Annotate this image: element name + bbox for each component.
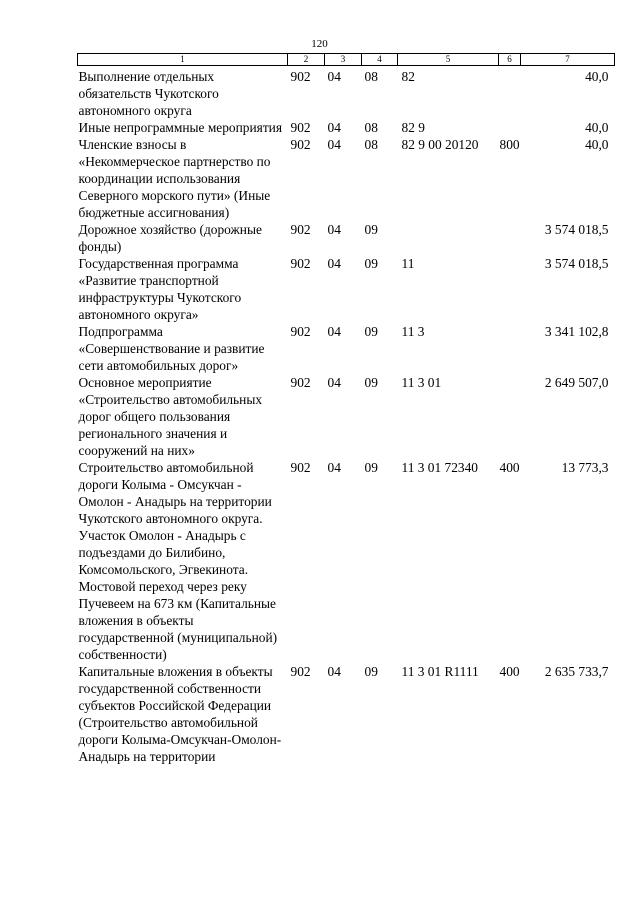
row-expense-type: 400 bbox=[499, 460, 520, 475]
row-target-code: 11 3 01 bbox=[401, 375, 442, 390]
row-amount: 3 574 018,5 bbox=[544, 222, 609, 237]
row-section: 04 bbox=[327, 460, 341, 475]
row-name: Дорожное хозяйство (дорожные фонды) bbox=[78, 222, 262, 254]
row-subsection: 09 bbox=[364, 375, 378, 390]
row-amount: 3 574 018,5 bbox=[544, 256, 609, 271]
table-row bbox=[78, 323, 615, 374]
column-header: 4 bbox=[362, 54, 398, 66]
row-subsection: 09 bbox=[364, 222, 378, 237]
column-header: 2 bbox=[288, 54, 325, 66]
table-row bbox=[78, 663, 615, 765]
table-row bbox=[78, 66, 615, 120]
row-name: Иные непрограммные мероприятия bbox=[78, 120, 282, 135]
row-target-code: 11 bbox=[401, 256, 415, 271]
row-subsection: 08 bbox=[364, 120, 378, 135]
row-name: Выполнение отдельных обязательств Чукотского автономного округа bbox=[78, 69, 219, 118]
table-header-row bbox=[78, 54, 615, 66]
row-section: 04 bbox=[327, 222, 341, 237]
table-row bbox=[78, 119, 615, 136]
row-expense-type bbox=[499, 374, 521, 459]
table-row bbox=[78, 459, 615, 663]
row-section: 04 bbox=[327, 324, 341, 339]
row-expense-type: 400 bbox=[499, 664, 520, 679]
row-admin-code: 902 bbox=[290, 375, 311, 390]
row-amount: 40,0 bbox=[585, 69, 609, 84]
column-header: 5 bbox=[398, 54, 499, 66]
row-name: Строительство автомобильной дороги Колыма - Омсукчан - Омолон - Анадырь на территории Чукотского автономного округа. Участок Омолон - Анадырь с подъездами до Билибино, Комсомольского, Эгвекинота. Мостовой переход через реку Пучевеем на 673 км (Капитальные вложения в объекты государственной (муниципальной) собственности) bbox=[78, 460, 278, 662]
row-admin-code: 902 bbox=[290, 137, 311, 152]
row-section: 04 bbox=[327, 664, 341, 679]
row-admin-code: 902 bbox=[290, 222, 311, 237]
row-admin-code: 902 bbox=[290, 664, 311, 679]
column-header: 1 bbox=[78, 54, 288, 66]
budget-table bbox=[77, 53, 615, 765]
row-amount: 40,0 bbox=[585, 120, 609, 135]
column-header: 7 bbox=[521, 54, 615, 66]
row-subsection: 08 bbox=[364, 137, 378, 152]
row-expense-type bbox=[499, 119, 521, 136]
row-subsection: 09 bbox=[364, 460, 378, 475]
row-amount: 13 773,3 bbox=[561, 460, 609, 475]
row-admin-code: 902 bbox=[290, 256, 311, 271]
row-target-code: 82 9 bbox=[401, 120, 425, 135]
row-subsection: 09 bbox=[364, 664, 378, 679]
table-row bbox=[78, 374, 615, 459]
row-section: 04 bbox=[327, 256, 341, 271]
table-row bbox=[78, 221, 615, 255]
row-name: Капитальные вложения в объекты государственной собственности субъектов Российской Федерации (Строительство автомобильной дороги Колыма-Омсукчан-Омолон-Анадырь на территории bbox=[78, 664, 282, 764]
row-target-code: 11 3 01 72340 bbox=[401, 460, 478, 475]
column-header: 3 bbox=[325, 54, 362, 66]
row-admin-code: 902 bbox=[290, 120, 311, 135]
row-target-code: 82 bbox=[401, 69, 415, 84]
column-header: 6 bbox=[499, 54, 521, 66]
row-name: Основное мероприятие «Строительство автомобильных дорог общего пользования регионального значения и сооружений на них» bbox=[78, 375, 263, 458]
row-name: Членские взносы в «Некоммерческое партнерство по координации использования Северного морского пути» (Иные бюджетные ассигнования) bbox=[78, 137, 271, 220]
row-expense-type bbox=[499, 66, 521, 120]
row-section: 04 bbox=[327, 375, 341, 390]
row-expense-type bbox=[499, 323, 521, 374]
row-expense-type: 800 bbox=[499, 137, 520, 152]
row-subsection: 08 bbox=[364, 69, 378, 84]
row-section: 04 bbox=[327, 120, 341, 135]
row-target-code: 11 3 bbox=[401, 324, 425, 339]
row-section: 04 bbox=[327, 137, 341, 152]
row-expense-type bbox=[499, 221, 521, 255]
table-row bbox=[78, 255, 615, 323]
row-amount: 40,0 bbox=[585, 137, 609, 152]
row-subsection: 09 bbox=[364, 256, 378, 271]
row-name: Подпрограмма «Совершенствование и развитие сети автомобильных дорог» bbox=[78, 324, 265, 373]
page-number: 120 bbox=[311, 38, 328, 50]
table-row bbox=[78, 136, 615, 221]
row-amount: 2 649 507,0 bbox=[544, 375, 609, 390]
row-target-code: 11 3 01 R1111 bbox=[401, 664, 479, 679]
row-amount: 2 635 733,7 bbox=[544, 664, 609, 679]
row-subsection: 09 bbox=[364, 324, 378, 339]
row-admin-code: 902 bbox=[290, 69, 311, 84]
row-admin-code: 902 bbox=[290, 324, 311, 339]
row-section: 04 bbox=[327, 69, 341, 84]
row-amount: 3 341 102,8 bbox=[544, 324, 609, 339]
row-target-code: 82 9 00 20120 bbox=[401, 137, 479, 152]
row-expense-type bbox=[499, 255, 521, 323]
row-admin-code: 902 bbox=[290, 460, 311, 475]
row-name: Государственная программа «Развитие транспортной инфраструктуры Чукотского автономного округа» bbox=[78, 256, 242, 322]
row-target-code bbox=[398, 221, 499, 255]
